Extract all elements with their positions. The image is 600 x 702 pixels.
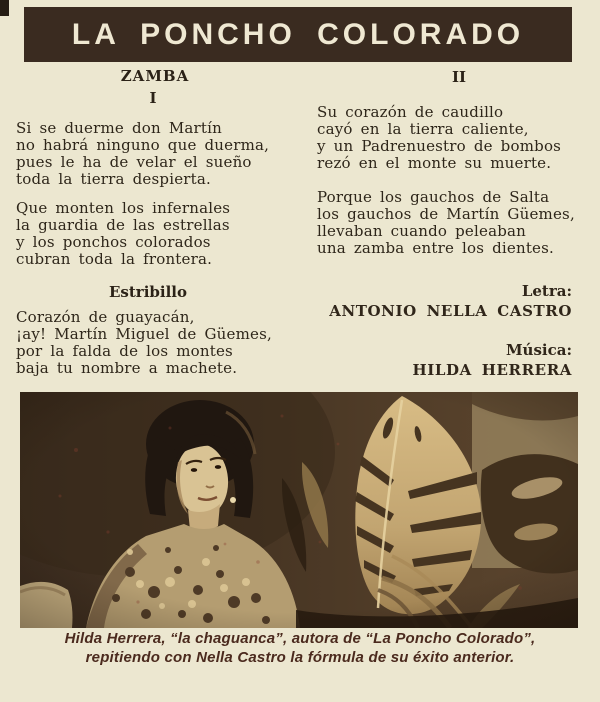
lyric-line: Porque los gauchos de Salta (317, 188, 550, 206)
caption-line-1: Hilda Herrera, “la chaguanca”, autora de “La Poncho Colorado”, (64, 630, 536, 647)
lyric-line: no habrá ninguno que duerma, (16, 136, 270, 154)
musica-author: HILDA HERRERA (412, 361, 572, 379)
estribillo-heading: Estribillo (109, 283, 187, 301)
lyric-line: los gauchos de Martín Güemes, (317, 205, 575, 223)
lyric-line: cubran toda la frontera. (16, 250, 213, 268)
stanza-part1-second (16, 200, 230, 268)
photo-hilda-herrera (20, 392, 578, 628)
musica-label: Música: (505, 341, 572, 359)
lyric-line: ¡ay! Martín Miguel de Güemes, (16, 325, 272, 343)
stanza-part1-first (16, 120, 269, 188)
caption-line-2: repitiendo con Nella Castro la fórmula de su éxito anterior. (85, 648, 515, 666)
credit-music (300, 341, 572, 379)
lyric-line: Que monten los infernales (16, 199, 231, 217)
scan-corner-mark (0, 0, 9, 16)
stanza-part2-second (317, 189, 575, 257)
lyric-line: una zamba entre los dientes. (317, 239, 554, 257)
lyric-line: pues le ha de velar el sueño (16, 153, 252, 171)
lyric-line: Su corazón de caudillo (317, 103, 504, 121)
title-banner (24, 7, 572, 62)
part-label-i: I (149, 89, 157, 107)
section-heading-zamba: ZAMBA (120, 67, 190, 85)
lyric-line: llevaban cuando peleaban (317, 222, 527, 240)
stanza-part2-first (317, 104, 561, 172)
lyric-line: Si se duerme don Martín (16, 119, 222, 137)
letra-author: ANTONIO NELLA CASTRO (329, 302, 572, 320)
lyric-line: rezó en el monte su muerte. (317, 154, 552, 172)
lyric-line: por la falda de los montes (16, 342, 233, 360)
letra-label: Letra: (521, 282, 572, 300)
photo-caption (0, 630, 600, 667)
lyric-line: baja tu nombre a machete. (16, 359, 238, 377)
lyric-line: toda la tierra despierta. (16, 170, 211, 188)
lyric-line: la guardia de las estrellas (16, 216, 230, 234)
stanza-estribillo (16, 309, 272, 377)
lyric-line: cayó en la tierra caliente, (317, 120, 529, 138)
page-title: LA PONCHO COLORADO (71, 17, 525, 51)
lyric-line: y un Padrenuestro de bombos (317, 137, 562, 155)
lyric-line: Corazón de guayacán, (16, 308, 195, 326)
credit-lyrics (300, 282, 572, 320)
part-label-ii: II (451, 68, 467, 86)
lyric-line: y los ponchos colorados (16, 233, 211, 251)
